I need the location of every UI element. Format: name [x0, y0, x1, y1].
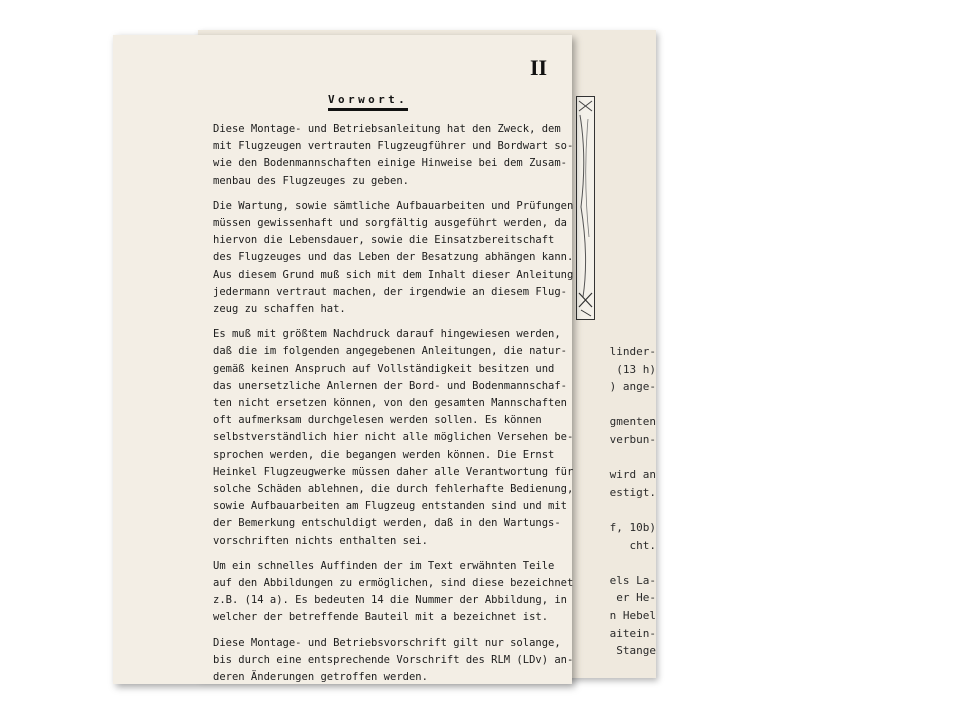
text-line: Diese Montage- und Betriebsvorschrift gilt nur solange, [213, 636, 561, 649]
front-page [113, 35, 572, 684]
back-text-fragment: els La- [609, 573, 656, 587]
text-line: deren Änderungen getroffen werden. [213, 671, 428, 684]
back-text-fragment: er He- [616, 591, 656, 605]
back-page-text [570, 343, 656, 660]
text-line: daß die im folgenden angegebenen Anleitungen, die natur- [213, 345, 568, 358]
text-line: menbau des Flugzeuges zu geben. [213, 174, 409, 187]
text-line: hiervon die Lebensdauer, sowie die Einsatzbereitschaft [213, 234, 555, 247]
back-text-fragment: verbun- [609, 432, 656, 446]
back-text-fragment: n Hebel [609, 608, 656, 622]
back-text-fragment [570, 501, 656, 519]
text-line: sowie Aufbauarbeiten am Flugzeug entstanden sind und mit [213, 500, 568, 513]
paragraph [213, 558, 574, 627]
back-text-fragment [570, 554, 656, 572]
back-text-fragment: (13 h) [616, 362, 656, 376]
back-text-fragment: cht. [629, 538, 656, 552]
text-line: auf den Abbildungen zu ermöglichen, sind diese bezeichnet [213, 577, 574, 590]
page-number: II [530, 55, 548, 80]
text-line: Aus diesem Grund muß sich mit dem Inhalt dieser Anleitung [213, 268, 574, 281]
back-text-fragment: f, 10b) [609, 520, 656, 534]
text-line: mit Flugzeugen vertrauten Flugzeugführer und Bordwart so- [213, 140, 574, 153]
back-text-fragment [570, 449, 656, 467]
text-line: des Flugzeuges und das Leben der Besatzung abhängen kann. [213, 251, 574, 264]
text-line: Die Wartung, sowie sämtliche Aufbauarbeiten und Prüfungen [213, 199, 574, 212]
text-line: welcher der betreffende Bauteil mit a bezeichnet ist. [213, 611, 549, 624]
back-page-figure [576, 96, 595, 320]
text-line: wie den Bodenmannschaften einige Hinweise bei dem Zusam- [213, 157, 568, 170]
back-text-fragment: ) ange- [609, 380, 656, 394]
paragraph [213, 121, 574, 190]
paragraph [213, 198, 574, 318]
text-line: Es muß mit größtem Nachdruck darauf hingewiesen werden, [213, 328, 561, 341]
text-line: jedermann vertraut machen, der irgendwie an diesem Flug- [213, 285, 568, 298]
text-line: zeug zu schaffen hat. [213, 303, 346, 316]
back-text-fragment: aitein- [609, 626, 656, 640]
text-line: bis durch eine entsprechende Vorschrift des RLM (LDv) an- [213, 653, 574, 666]
text-line: vorschriften nichts enthalten sei. [213, 534, 428, 547]
text-line: z.B. (14 a). Es bedeuten 14 die Nummer der Abbildung, in [213, 594, 568, 607]
back-text-fragment: gmenten [609, 415, 656, 429]
text-line: oft aufmerksam durchgelesen werden sollen. Es können [213, 414, 542, 427]
technical-drawing-icon [577, 97, 594, 319]
text-line: das unersetzliche Anlernen der Bord- und Bodenmannschaf- [213, 379, 568, 392]
text-line: der Bemerkung entschuldigt werden, daß in den Wartungs- [213, 517, 561, 530]
page-title: Vorwort. [328, 93, 408, 111]
back-text-fragment: Stange [616, 644, 656, 658]
text-line: gemäß keinen Anspruch auf Vollständigkeit besitzen und [213, 362, 555, 375]
text-line: ten nicht ersetzen können, von den gesamten Mannschaften [213, 397, 568, 410]
text-line: Um ein schnelles Auffinden der im Text erwähnten Teile [213, 559, 555, 572]
text-line: solche Schäden ablehnen, die durch fehlerhafte Bedienung, [213, 483, 574, 496]
text-line: Heinkel Flugzeugwerke müssen daher alle Verantwortung für [213, 465, 574, 478]
text-line: sprochen werden, die begangen werden können. Die Ernst [213, 448, 555, 461]
text-line: müssen gewissenhaft und sorgfältig ausgeführt werden, da [213, 217, 568, 230]
text-line: selbstverständlich hier nicht alle möglichen Versehen be- [213, 431, 574, 444]
back-text-fragment: estigt. [609, 485, 656, 499]
foreword-body [213, 121, 574, 694]
paragraph [213, 326, 574, 550]
paragraph [213, 635, 574, 687]
back-text-fragment: linder- [609, 345, 656, 358]
back-text-fragment [570, 396, 656, 414]
back-text-fragment: wird an [609, 468, 656, 482]
text-line: Diese Montage- und Betriebsanleitung hat den Zweck, dem [213, 123, 561, 135]
